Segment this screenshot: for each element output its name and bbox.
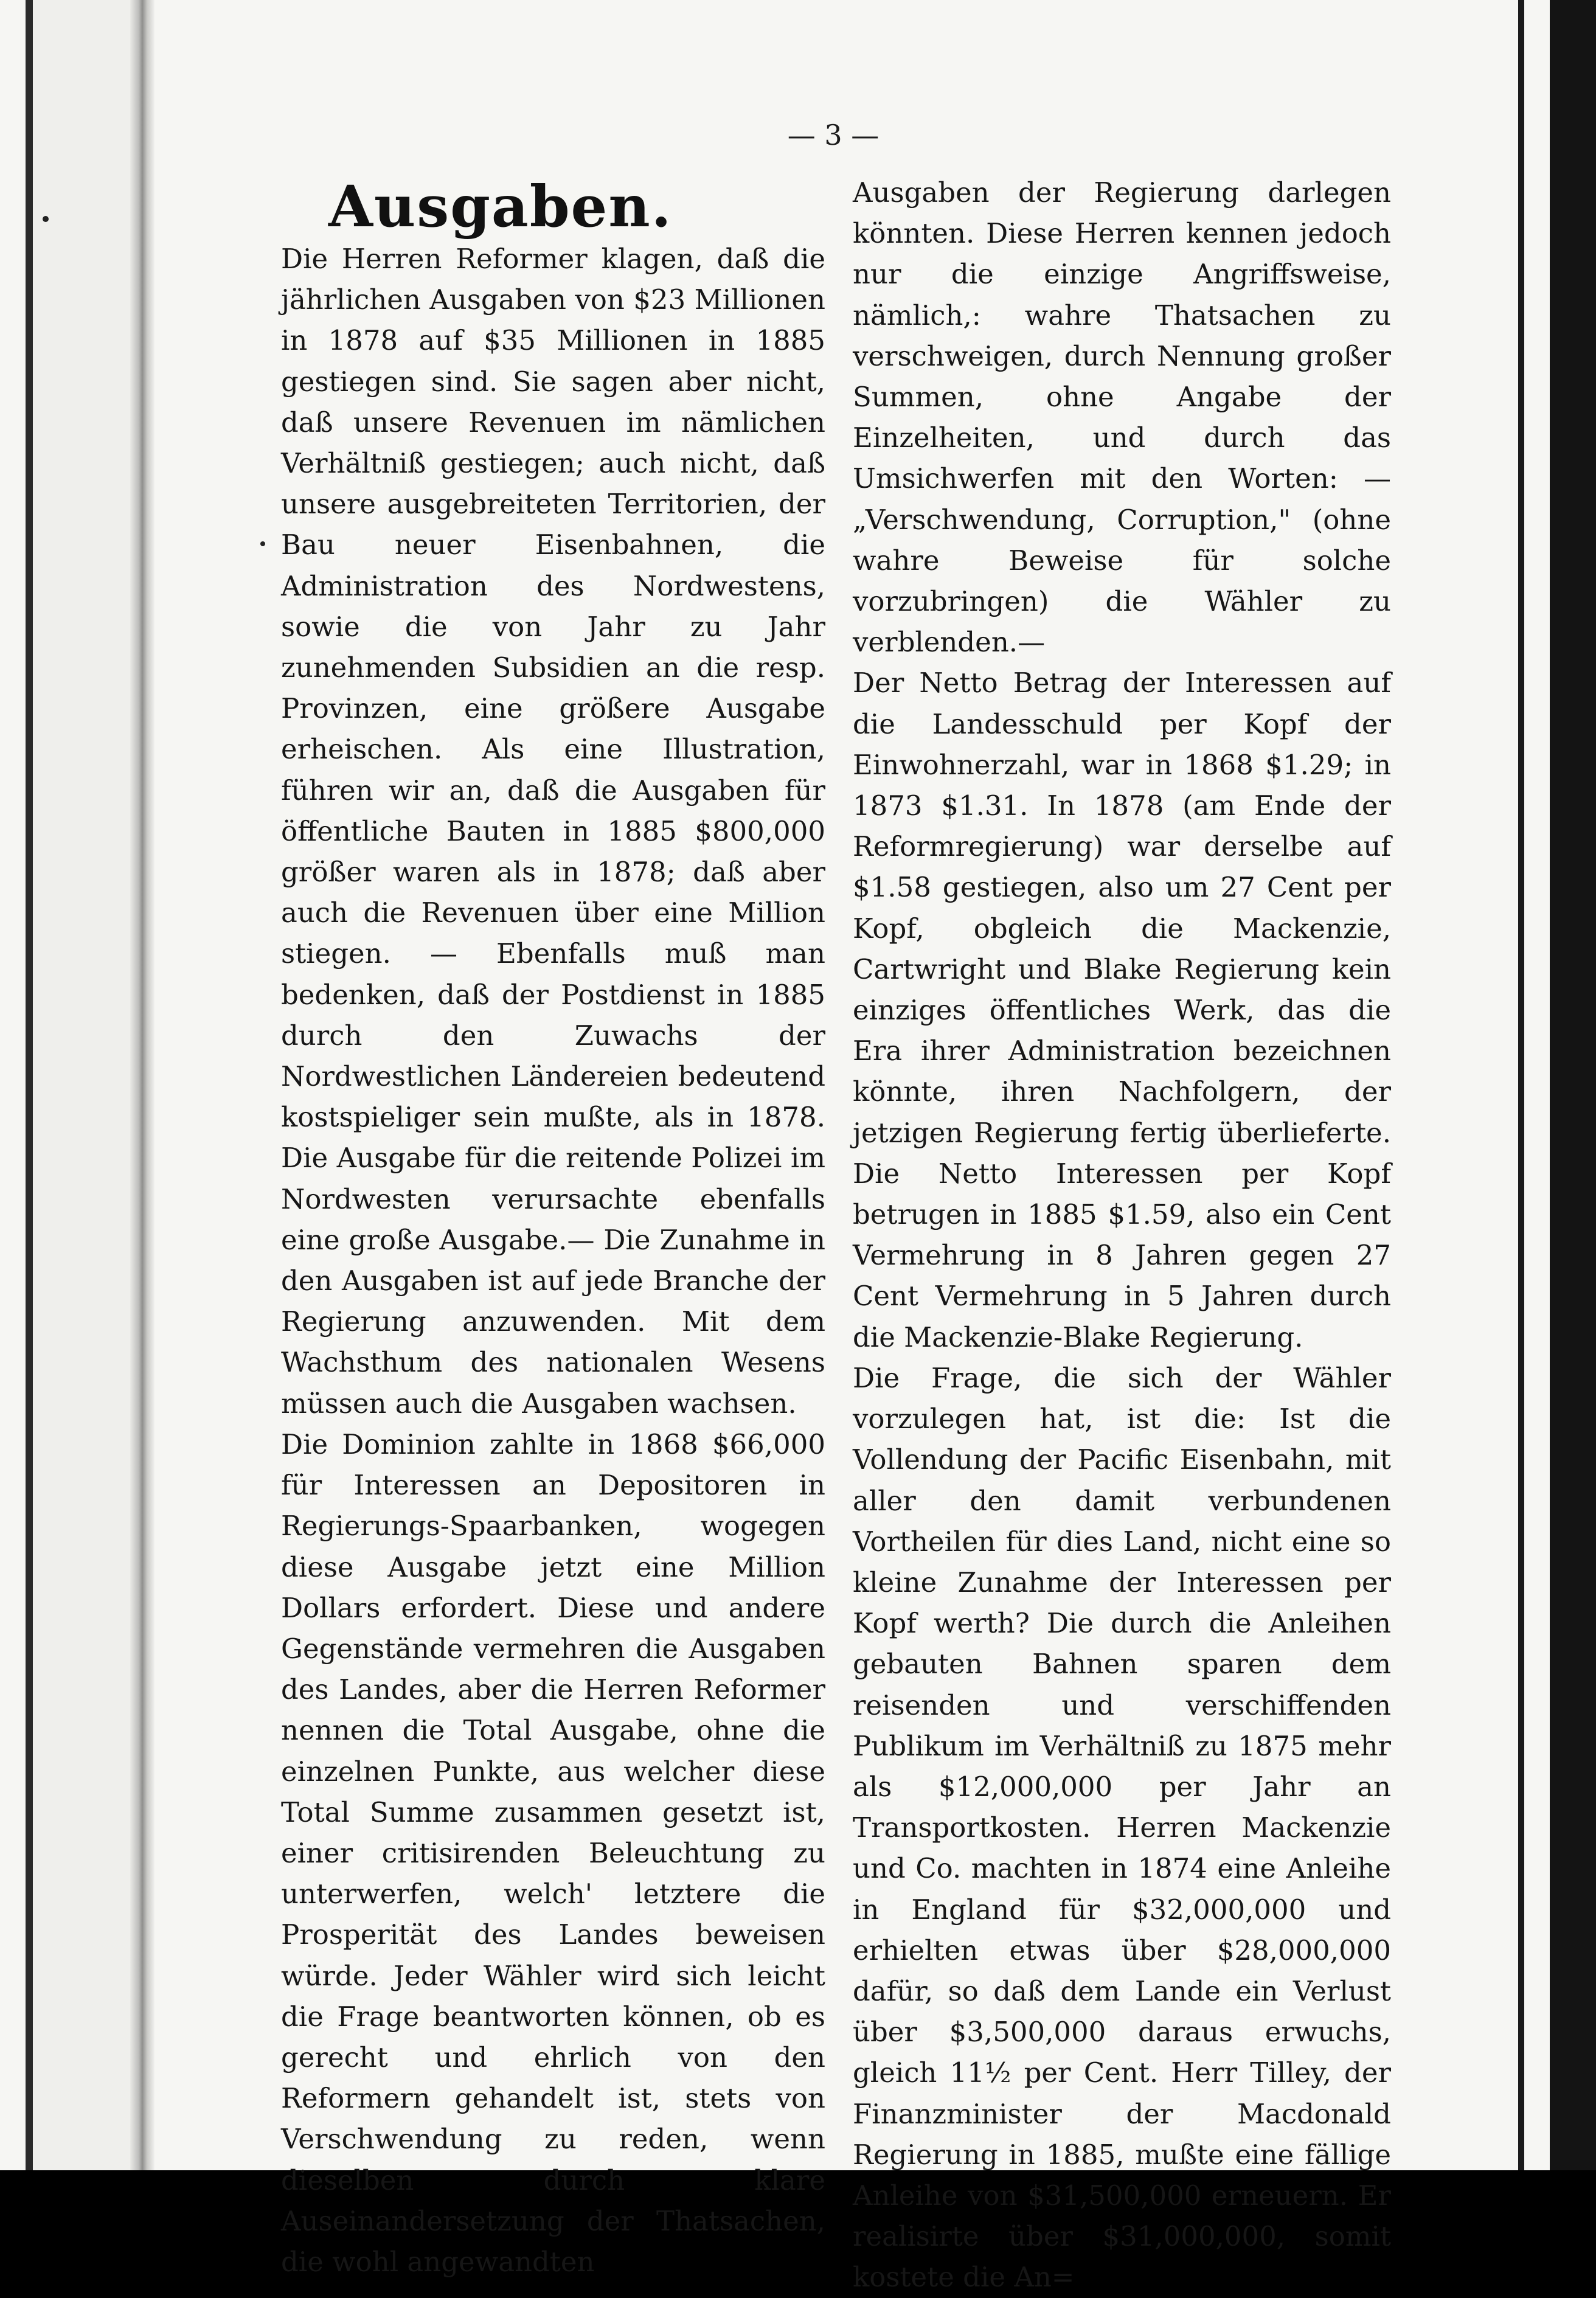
left-margin: [33, 0, 130, 2170]
page-number: — 3 —: [787, 119, 880, 151]
scanner-border: [1550, 0, 1596, 2170]
left-column-text: Die Herren Reformer klagen, daß die jährlichen Ausgaben von $23 Millionen in 1878 auf $35 Millionen in 1885 gestiegen sind. Sie sagen aber nicht, daß unsere Revenuen im nämlichen Verhältniß gestiegen; auch nicht, daß unsere ausgebreiteten Territorien, der Bau neuer Eisenbahnen, die Administration des Nordwestens, sowie die von Jahr zu Jahr zunehmenden Subsidien an die resp. Provinzen, eine größere Ausgabe erheischen. Als eine Illustration, führen wir an, daß die Ausgaben für öffentliche Bauten in 1885 $800,000 größer waren als in 1878; daß aber auch die Revenuen über eine Million stiegen. — Ebenfalls muß man bedenken, daß der Postdienst in 1885 durch den Zuwachs der Nordwestlichen Ländereien bedeutend kostspieliger sein mußte, als in 1878. Die Ausgabe für die reitende Polizei im Nordwesten verursachte ebenfalls eine große Ausgabe.— Die Zunahme in den Ausgaben ist auf jede Branche der Regierung anzuwenden. Mit dem Wachsthum des nationalen Wesens müssen auch die Ausgaben wachsen. Die Dominion zahlte in 1868 $66,000 für Interessen an Depositoren in Regierungs-Spaarbanken, wogegen diese Ausgabe jetzt eine Million Dollars erfordert. Diese und andere Gegenstände vermehren die Ausgaben des Landes, aber die Herren Reformer nennen die Total Ausgabe, ohne die einzelnen Punkte, aus welcher diese Total Summe zusammen gesetzt ist, einer critisirenden Beleuchtung zu unterwerfen, welch' letztere die Prosperität des Landes beweisen würde. Jeder Wähler wird sich leicht die Frage beantworten können, ob es gerecht und ehrlich von den Reformern gehandelt ist, stets von Verschwendung zu reden, wenn dieselben durch klare Auseinandersetzung der Thatsachen, die wohl angewandten: [281, 243, 825, 2278]
right-column-text: Ausgaben der Regierung darlegen könnten. Diese Herren kennen jedoch nur die einzige Angriffsweise, nämlich,: wahre Thatsachen zu verschweigen, durch Nennung großer Summen, ohne Angabe der Einzelheiten, und durch das Umsichwerfen mit den Worten: — „Verschwendung, Corruption," (ohne wahre Beweise für solche vorzubringen) die Wähler zu verblenden.— Der Netto Betrag der Interessen auf die Landesschuld per Kopf der Einwohnerzahl, war in 1868 $1.29; in 1873 $1.31. In 1878 (am Ende der Reformregierung) war derselbe auf $1.58 gestiegen, also um 27 Cent per Kopf, obgleich die Mackenzie, Cartwright und Blake Regierung kein einziges öffentliches Werk, das die Era ihrer Administration bezeichnen könnte, ihren Nachfolgern, der jetzigen Regierung fertig überlieferte. Die Netto Interessen per Kopf betrugen in 1885 $1.59, also ein Cent Vermehrung in 8 Jahren gegen 27 Cent Vermehrung in 5 Jahren durch die Mackenzie-Blake Regierung. Die Frage, die sich der Wähler vorzulegen hat, ist die: Ist die Vollendung der Pacific Eisenbahn, mit aller den damit verbundenen Vortheilen für dies Land, nicht eine so kleine Zunahme der Interessen per Kopf werth? Die durch die Anleihen gebauten Bahnen sparen dem reisenden und verschiffenden Publikum im Verhältniß zu 1875 mehr als $12,000,000 per Jahr an Transportkosten. Herren Mackenzie und Co. machten in 1874 eine Anleihe in England für $32,000,000 und erhielten etwas über $28,000,000 dafür, so daß dem Lande ein Verlust über $3,500,000 daraus erwuchs, gleich 11½ per Cent. Herr Tilley, der Finanzminister der Macdonald Regierung in 1885, mußte eine fällige Anleihe von $31,500,000 erneuern. Er realisirte über $31,000,000, somit kostete die An=: [853, 176, 1391, 2294]
gutter-fold: [130, 0, 154, 2170]
section-heading: Ausgaben.: [328, 173, 673, 240]
ink-speck: [43, 216, 49, 222]
left-page-edge: [26, 0, 33, 2170]
right-page-edge: [1518, 0, 1524, 2170]
ink-speck: [260, 541, 265, 546]
